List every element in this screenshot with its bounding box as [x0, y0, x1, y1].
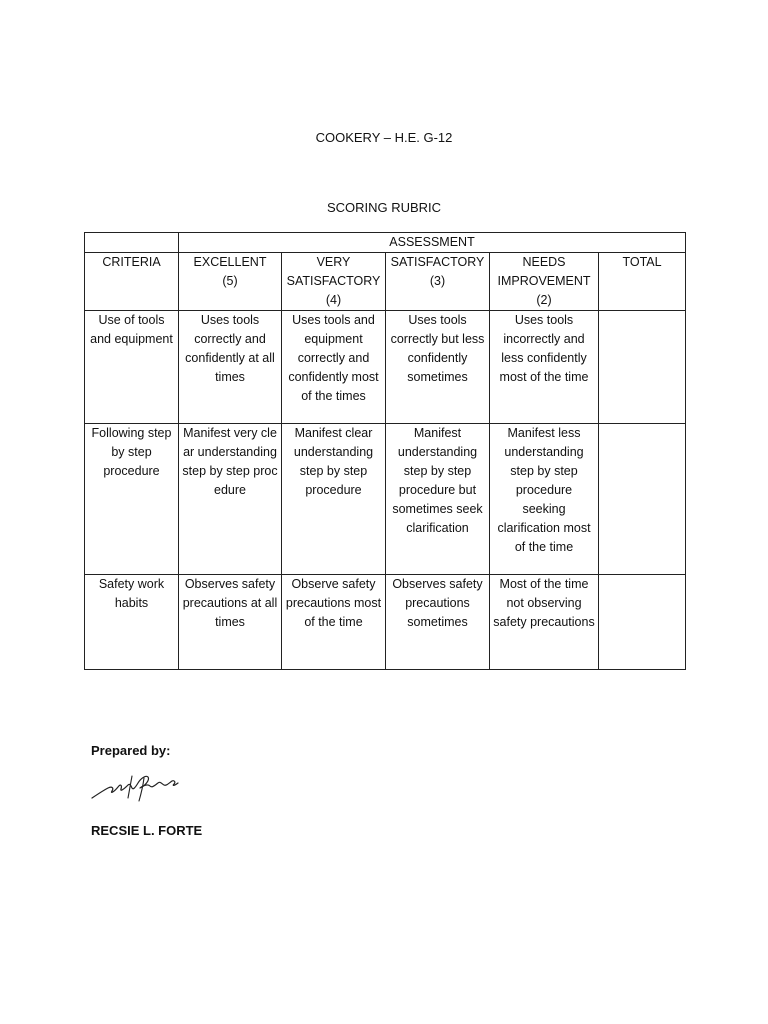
- descriptor-cell: Observe safety precautions most of the time: [282, 575, 386, 670]
- descriptor-cell: Manifest understanding step by step procedure but sometimes seek clarification: [386, 424, 490, 575]
- total-cell: [599, 424, 686, 575]
- descriptor-cell: Observes safety precautions sometimes: [386, 575, 490, 670]
- level-name: EXCELLENT: [193, 255, 267, 269]
- table-row: [85, 575, 686, 670]
- descriptor-cell: Uses tools incorrectly and less confidently most of the time: [490, 311, 599, 424]
- levels-header-row: [85, 253, 686, 311]
- table-row: [85, 424, 686, 575]
- level-header-needs-improvement: [490, 253, 599, 311]
- level-name: VERY SATISFACTORY: [286, 255, 381, 288]
- prepared-by-label: Prepared by:: [91, 743, 171, 758]
- total-cell: [599, 575, 686, 670]
- descriptor-cell: Most of the time not observing safety precautions: [490, 575, 599, 670]
- level-name: SATISFACTORY: [390, 255, 485, 269]
- total-cell: [599, 311, 686, 424]
- level-header-very-satisfactory: [282, 253, 386, 311]
- descriptor-cell: Uses tools and equipment correctly and confidently most of the times: [282, 311, 386, 424]
- criterion-cell: Safety work habits: [85, 575, 179, 670]
- scoring-rubric-table: [84, 232, 686, 670]
- level-name: NEEDS IMPROVEMENT: [497, 255, 591, 288]
- table-row: [85, 311, 686, 424]
- level-score: (3): [429, 274, 446, 288]
- level-header-excellent: [179, 253, 282, 311]
- level-header-satisfactory: [386, 253, 490, 311]
- document-title: COOKERY – H.E. G-12: [315, 130, 453, 145]
- level-score: (2): [536, 293, 552, 307]
- empty-corner-cell: [85, 233, 179, 253]
- assessment-header-row: [85, 233, 686, 253]
- level-score: (5): [222, 274, 238, 288]
- preparer-name: RECSIE L. FORTE: [91, 823, 203, 838]
- total-header: TOTAL: [599, 253, 686, 311]
- descriptor-cell: Uses tools correctly but less confidently sometimes: [386, 311, 490, 424]
- assessment-header: ASSESSMENT: [179, 233, 686, 253]
- rubric-title: SCORING RUBRIC: [326, 200, 442, 215]
- descriptor-cell: Observes safety precautions at all times: [179, 575, 282, 670]
- descriptor-cell: Manifest very clear understanding step by step procedure: [179, 424, 282, 575]
- descriptor-cell: Manifest clear understanding step by step procedure: [282, 424, 386, 575]
- criterion-cell: Use of tools and equipment: [85, 311, 179, 424]
- criteria-header: CRITERIA: [85, 253, 179, 311]
- signature-icon: [88, 768, 188, 808]
- descriptor-cell: Uses tools correctly and confidently at all times: [179, 311, 282, 424]
- level-score: (4): [325, 293, 342, 307]
- descriptor-cell: Manifest less understanding step by step procedure seeking clarification most of the time: [490, 424, 599, 575]
- criterion-cell: Following step by step procedure: [85, 424, 179, 575]
